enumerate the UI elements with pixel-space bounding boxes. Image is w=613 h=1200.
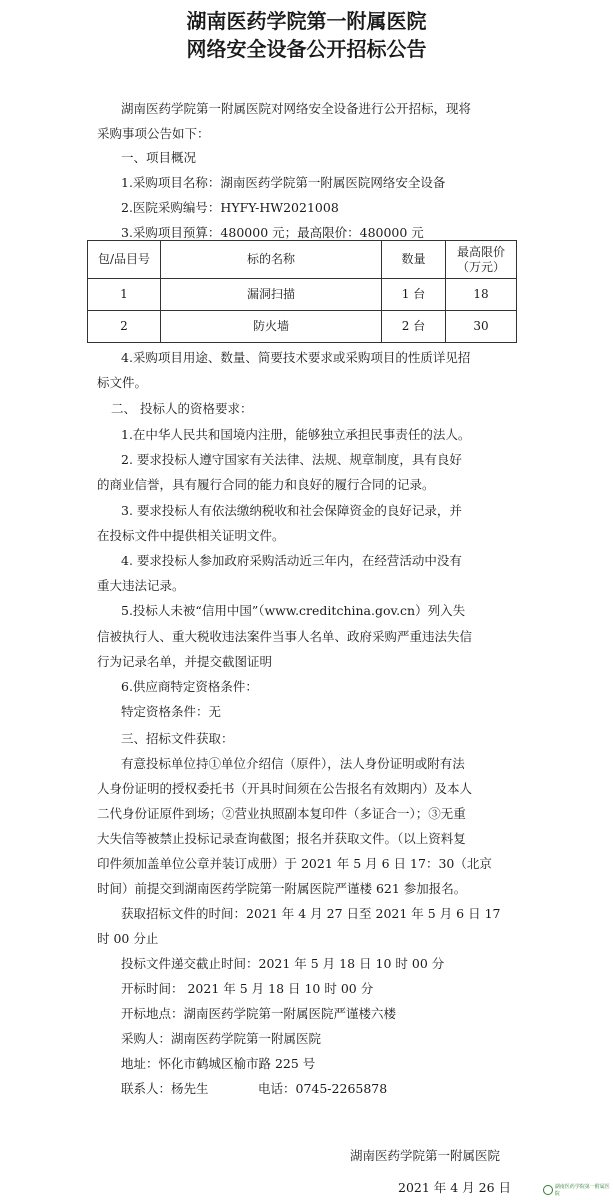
intro-line-2: 采购事项公告如下： <box>97 126 210 141</box>
table-cell: 1 <box>88 279 161 311</box>
item-4-line-1: 4.采购项目用途、数量、简要技术要求或采购项目的性质详见招 <box>121 350 471 365</box>
table-cell: 18 <box>446 279 517 311</box>
qualification-4-line-2: 重大违法记录。 <box>97 578 185 593</box>
opening-time: 开标时间： 2021 年 5 月 18 日 10 时 00 分 <box>121 981 374 996</box>
qualification-6: 6.供应商特定资格条件： <box>121 679 258 694</box>
table-cell: 2 <box>88 311 161 343</box>
watermark-text: 湖南医药学院第一附属医院 <box>554 1184 610 1197</box>
submission-deadline: 投标文件递交截止时间：2021 年 5 月 18 日 10 时 00 分 <box>121 956 445 971</box>
section-2-heading: 二、 投标人的资格要求： <box>111 401 253 416</box>
header-cell: 最高限价（万元） <box>446 241 517 279</box>
signature-date: 2021 年 4 月 26 日 <box>398 1180 512 1195</box>
procedure-line-6: 时间）前提交到湖南医药学院第一附属医院严谨楼 621 参加报名。 <box>97 881 467 896</box>
qualification-1: 1.在中华人民共和国境内注册，能够独立承担民事责任的法人。 <box>121 427 471 442</box>
qualification-6-value: 特定资格条件：无 <box>121 704 222 719</box>
item-1: 1.采购项目名称：湖南医药学院第一附属医院网络安全设备 <box>121 175 446 190</box>
contact-phone: 电话：0745-2265878 <box>258 1081 388 1096</box>
procedure-line-1: 有意投标单位持①单位介绍信（原件），法人身份证明或附有法 <box>121 756 465 771</box>
qualification-3-line-1: 3. 要求投标人有依法缴纳税收和社会保障资金的良好记录，并 <box>121 503 462 518</box>
qualification-2-line-1: 2. 要求投标人遵守国家有关法律、法规、规章制度，具有良好 <box>121 452 462 467</box>
watermark-logo <box>543 1183 613 1197</box>
intro-line-1: 湖南医药学院第一附属医院对网络安全设备进行公开招标，现将 <box>121 101 472 116</box>
table-cell: 防火墙 <box>161 311 382 343</box>
items-table <box>87 240 517 343</box>
procedure-line-3: 二代身份证原件到场；②营业执照副本复印件（多证合一）；③无重 <box>97 806 466 821</box>
qualification-5-line-1: 5.投标人未被“信用中国”（www.creditchina.gov.cn）列入失 <box>121 603 466 618</box>
get-time-line-2: 时 00 分止 <box>97 931 159 946</box>
qualification-5-line-2: 信被执行人、重大税收违法案件当事人名单、政府采购严重违法失信 <box>97 629 473 644</box>
qualification-5-line-3: 行为记录名单，并提交截图证明 <box>97 654 273 669</box>
table-cell: 漏洞扫描 <box>161 279 382 311</box>
header-cell: 包/品目号 <box>88 241 161 279</box>
title-line-2: 网络安全设备公开招标公告 <box>186 37 427 61</box>
qualification-2-line-2: 的商业信誉，具有履行合同的能力和良好的履行合同的记录。 <box>97 477 435 492</box>
table-row <box>88 279 517 311</box>
table-row <box>88 311 517 343</box>
table-cell: 30 <box>446 311 517 343</box>
section-1-heading: 一、项目概况 <box>121 150 197 165</box>
signature-org: 湖南医药学院第一附属医院 <box>350 1148 501 1163</box>
qualification-3-line-2: 在投标文件中提供相关证明文件。 <box>97 528 285 543</box>
table-cell: 2 台 <box>382 311 446 343</box>
get-time-line-1: 获取招标文件的时间：2021 年 4 月 27 日至 2021 年 5 月 6 日 17 <box>121 906 501 921</box>
item-2: 2.医院采购编号：HYFY-HW2021008 <box>121 200 339 215</box>
procedure-line-2: 人身份证明的授权委托书（开具时间须在公告报名有效期内）及本人 <box>97 781 473 796</box>
procedure-line-5: 印件须加盖单位公章并装订成册）于 2021 年 5 月 6 日 17：30（北京 <box>97 856 492 871</box>
item-4-line-2: 标文件。 <box>97 375 148 390</box>
header-cell: 数量 <box>382 241 446 279</box>
purchaser: 采购人：湖南医药学院第一附属医院 <box>121 1031 322 1046</box>
section-3-heading: 三、招标文件获取： <box>121 731 234 746</box>
table-header-row <box>88 241 517 279</box>
address: 地址：怀化市鹤城区榆市路 225 号 <box>121 1056 316 1071</box>
qualification-4-line-1: 4. 要求投标人参加政府采购活动近三年内，在经营活动中没有 <box>121 553 462 568</box>
table-cell: 1 台 <box>382 279 446 311</box>
item-3: 3.采购项目预算：480000 元；最高限价：480000 元 <box>121 225 424 240</box>
header-cell: 标的名称 <box>161 241 382 279</box>
procedure-line-4: 大失信等被禁止投标记录查询截图；报名并获取文件。（以上资料复 <box>97 831 466 846</box>
contact-person: 联系人：杨先生 <box>121 1081 209 1096</box>
opening-place: 开标地点：湖南医药学院第一附属医院严谨楼六楼 <box>121 1006 397 1021</box>
title-line-1: 湖南医药学院第一附属医院 <box>186 9 427 33</box>
hospital-logo-icon <box>543 1185 553 1195</box>
